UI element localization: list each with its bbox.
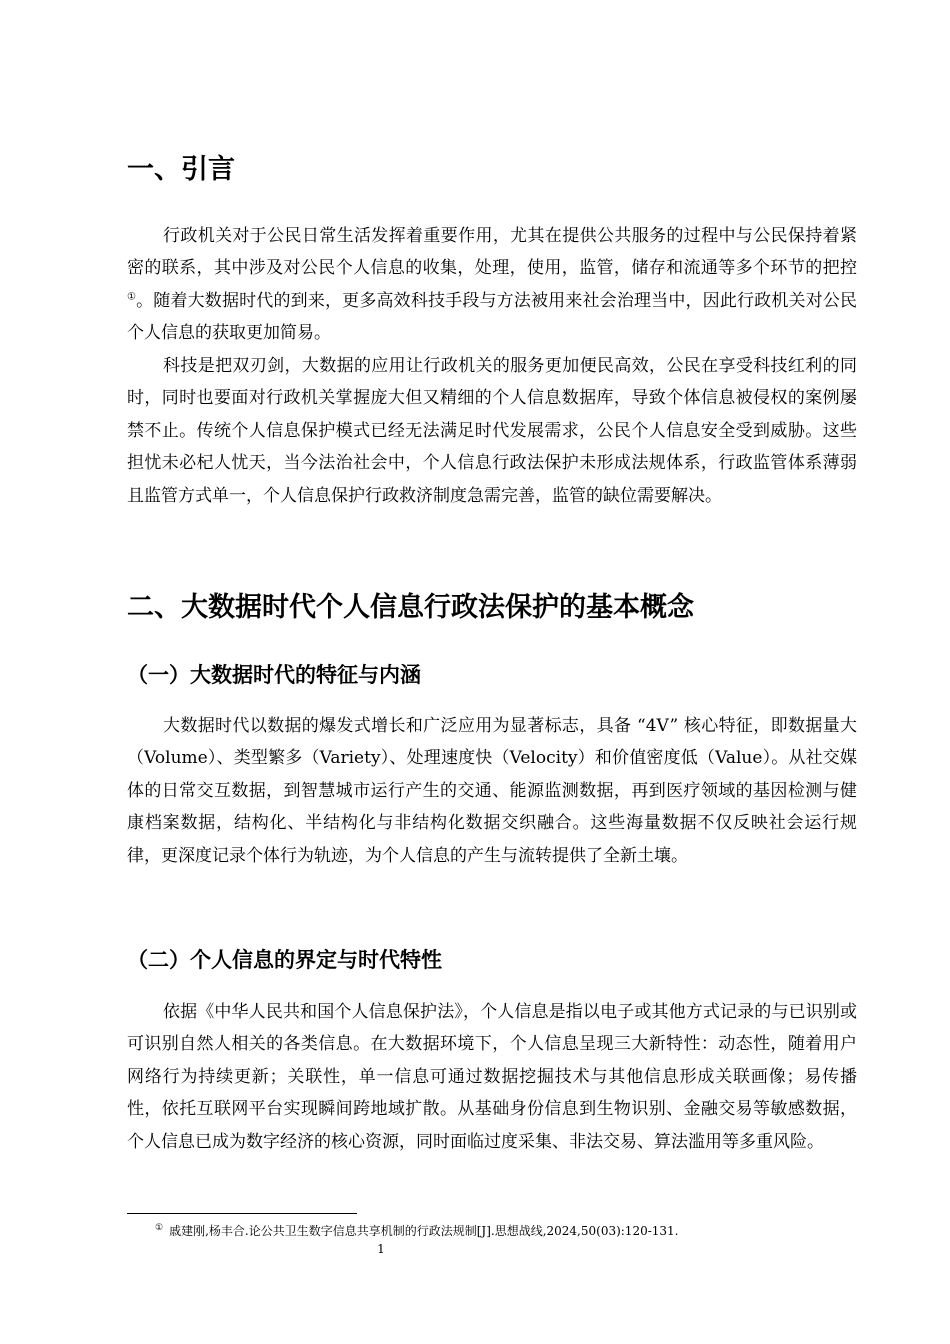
intro-paragraph-2: 科技是把双刃剑，大数据的应用让行政机关的服务更加便民高效，公民在享受科技红利的同时，同时也要面对行政机关掌握庞大但又精细的个人信息数据库，导致个体信息被侵权的案例屡禁不止。传统个人信息保护模式已经无法满足时代发展需求，公民个人信息安全受到威胁。这些担忧未必杞人忧天，当今法治社会中，个人信息行政法保护未形成法规体系，行政监管体系薄弱且监管方式单一，个人信息保护行政救济制度急需完善，监管的缺位需要解决。	[127, 356, 857, 506]
intro-paragraph-1-text-cont: 。随着大数据时代的到来，更多高效科技手段与方法被用来社会治理当中，因此行政机关对公民个人信息的获取更加简易。	[127, 290, 858, 344]
footnote-mark: ①	[155, 1223, 164, 1233]
page-number: 1	[377, 1242, 385, 1256]
section-heading-concepts: 二、大数据时代个人信息行政法保护的基本概念	[127, 592, 694, 623]
intro-paragraph-1	[127, 220, 857, 350]
footnote-reference[interactable]: ①	[127, 291, 137, 303]
section-heading-intro: 一、引言	[127, 154, 235, 185]
footnote	[155, 1223, 679, 1239]
intro-paragraph-1-text: 行政机关对于公民日常生活发挥着重要作用，尤其在提供公共服务的过程中与公民保持着紧密的联系，其中涉及对公民个人信息的收集，处理，使用，监管，储存和流通等多个环节的把控	[127, 226, 857, 279]
bigdata-paragraph: 大数据时代以数据的爆发式增长和广泛应用为显著标志，具备 “4V” 核心特征，即数据量大（Volume）、类型繁多（Variety）、处理速度快（Velocity）和价值密度低（Value）。从社交媒体的日常交互数据，到智慧城市运行产生的交通、能源监测数据，再到医疗领域的基因检测与健康档案数据，结构化、半结构化与非结构化数据交织融合。这些海量数据不仅反映社会运行规律，更深度记录个体行为轨迹，为个人信息的产生与流转提供了全新土壤。	[127, 716, 857, 866]
footnote-text: 戚建刚,杨丰合.论公共卫生数字信息共享机制的行政法规制[J].思想战线,2024,50(03):120-131.	[169, 1224, 679, 1238]
subsection-heading-personal-info: （二）个人信息的界定与时代特性	[127, 948, 442, 972]
footnote-divider	[127, 1213, 357, 1214]
personal-info-paragraph: 依据《中华人民共和国个人信息保护法》，个人信息是指以电子或其他方式记录的与已识别或可识别自然人相关的各类信息。在大数据环境下，个人信息呈现三大新特性：动态性，随着用户网络行为持续更新；关联性，单一信息可通过数据挖掘技术与其他信息形成关联画像；易传播性，依托互联网平台实现瞬间跨地域扩散。从基础身份信息到生物识别、金融交易等敏感数据，个人信息已成为数字经济的核心资源，同时面临过度采集、非法交易、算法滥用等多重风险。	[127, 1002, 857, 1152]
subsection-heading-bigdata: （一）大数据时代的特征与内涵	[127, 663, 421, 687]
